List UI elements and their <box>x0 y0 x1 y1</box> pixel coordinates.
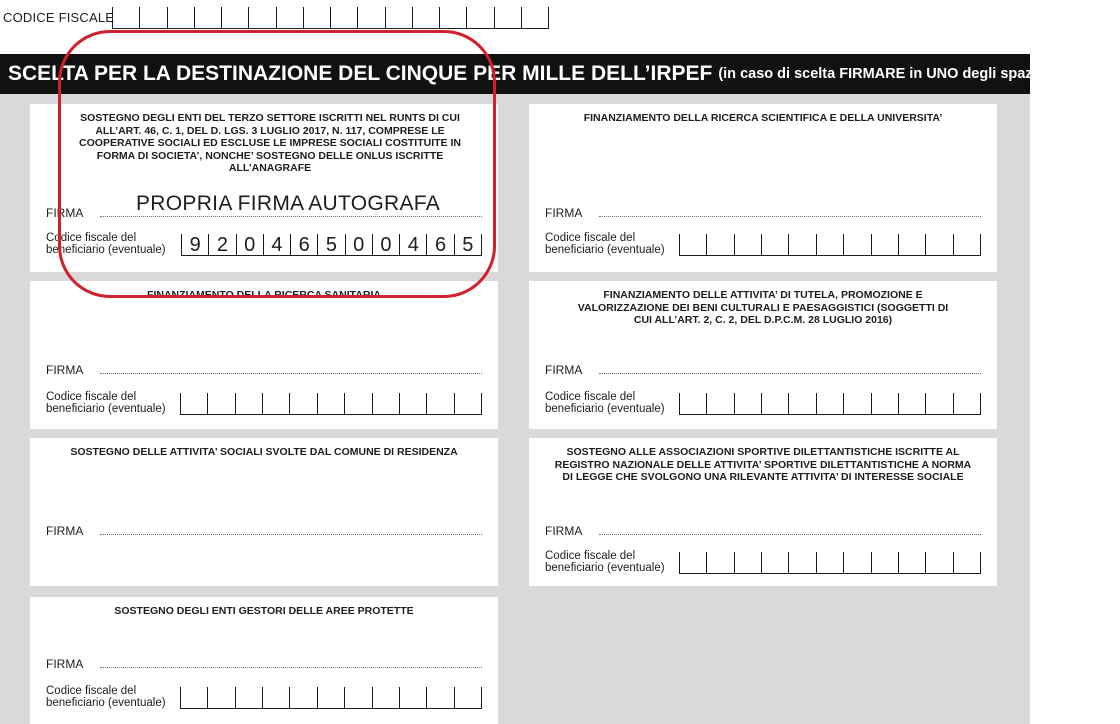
firma-label: FIRMA <box>46 363 84 377</box>
digit: 6 <box>291 234 318 255</box>
digit: 9 <box>182 234 209 255</box>
digit: 0 <box>346 234 373 255</box>
box-comune-residenza <box>30 438 498 586</box>
box-title: FINANZIAMENTO DELLA RICERCA SANITARIA <box>147 289 381 301</box>
firma-line[interactable] <box>599 534 981 535</box>
firma-line[interactable] <box>599 373 981 374</box>
codice-fiscale-input[interactable] <box>112 7 549 29</box>
firma-line[interactable] <box>100 534 482 535</box>
firma-label: FIRMA <box>545 524 583 538</box>
digit: 6 <box>427 234 454 255</box>
box-beni-culturali <box>529 281 997 429</box>
firma-line[interactable] <box>100 373 482 374</box>
firma-label: FIRMA <box>545 363 583 377</box>
codice-beneficiario-label: Codice fiscale del beneficiario (eventuale) <box>545 550 665 574</box>
codice-beneficiario-label: Codice fiscale del beneficiario (eventuale) <box>545 391 665 415</box>
box-aree-protette <box>30 597 498 724</box>
codice-beneficiario-input[interactable] <box>679 393 981 415</box>
codice-beneficiario-input[interactable] <box>679 552 981 574</box>
firma-label: FIRMA <box>46 206 84 220</box>
box-ricerca-universita <box>529 104 997 272</box>
box-title: SOSTEGNO ALLE ASSOCIAZIONI SPORTIVE DILETTANTISTICHE ISCRITTE AL REGISTRO NAZIONALE DELLE ATTIVITA’ SPORTIVE DILETTANTISTICHE A NORMA DI LEGGE CHE SVOLGONO UNA RILEVANTE ATTIVITA’ DI INTERESSE SOCIALE <box>554 446 972 483</box>
codice-beneficiario-label: Codice fiscale del beneficiario (eventuale) <box>46 685 166 709</box>
codice-beneficiario-input[interactable] <box>180 393 482 415</box>
digit: 4 <box>400 234 427 255</box>
box-ricerca-sanitaria <box>30 281 498 429</box>
digit: 5 <box>318 234 345 255</box>
firma-line[interactable] <box>100 667 482 668</box>
firma-label: FIRMA <box>46 657 84 671</box>
digit: 5 <box>455 234 482 255</box>
codice-beneficiario-label: Codice fiscale del beneficiario (eventuale) <box>545 232 665 256</box>
box-title: SOSTEGNO DEGLI ENTI GESTORI DELLE AREE PROTETTE <box>114 605 414 617</box>
codice-beneficiario-label: Codice fiscale del beneficiario (eventuale) <box>46 232 166 256</box>
box-terzo-settore <box>30 104 498 272</box>
digit: 4 <box>264 234 291 255</box>
codice-beneficiario-input[interactable] <box>180 687 482 709</box>
signature-text: PROPRIA FIRMA AUTOGRAFA <box>136 192 441 215</box>
banner-title: SCELTA PER LA DESTINAZIONE DEL CINQUE PER MILLE DELL’IRPEF <box>8 62 713 85</box>
box-title: SOSTEGNO DEGLI ENTI DEL TERZO SETTORE ISCRITTI NEL RUNTS DI CUI ALL’ART. 46, C. 1, DEL D. LGS. 3 LUGLIO 2017, N. 117, COMPRESE LE COOPERATIVE SOCIALI ED ESCLUSE LE IMPRESE SOCIALI COSTITUITE IN FORMA DI SOCIETA’, NONCHE’ SOSTEGNO DELLE ONLUS ISCRITTE ALL’ANAGRAFE <box>79 112 461 174</box>
firma-label: FIRMA <box>545 206 583 220</box>
digit: 2 <box>209 234 236 255</box>
codice-beneficiario-label: Codice fiscale del beneficiario (eventuale) <box>46 391 166 415</box>
firma-label: FIRMA <box>46 524 84 538</box>
box-associazioni-sportive <box>529 438 997 586</box>
section-banner <box>0 54 1120 94</box>
box-title: SOSTEGNO DELLE ATTIVITA’ SOCIALI SVOLTE DAL COMUNE DI RESIDENZA <box>70 446 458 458</box>
codice-beneficiario-input[interactable] <box>679 234 981 256</box>
digit: 0 <box>237 234 264 255</box>
banner-subtitle: (in caso di scelta FIRMARE in UNO degli spazi sottostanti) <box>718 66 1120 82</box>
firma-line[interactable] <box>599 216 981 217</box>
box-title: FINANZIAMENTO DELLE ATTIVITA’ DI TUTELA, PROMOZIONE E VALORIZZAZIONE DEI BENI CULTURALI E PAESAGGISTICI (SOGGETTI DI CUI ALL’ART. 2, C. 2, DEL D.P.C.M. 28 LUGLIO 2016) <box>577 289 949 326</box>
box-title: FINANZIAMENTO DELLA RICERCA SCIENTIFICA E DELLA UNIVERSITA’ <box>583 112 943 124</box>
firma-line[interactable] <box>100 216 482 217</box>
codice-fiscale-label: CODICE FISCALE <box>3 10 115 25</box>
digit: 0 <box>373 234 400 255</box>
codice-beneficiario-input[interactable] <box>181 234 482 256</box>
